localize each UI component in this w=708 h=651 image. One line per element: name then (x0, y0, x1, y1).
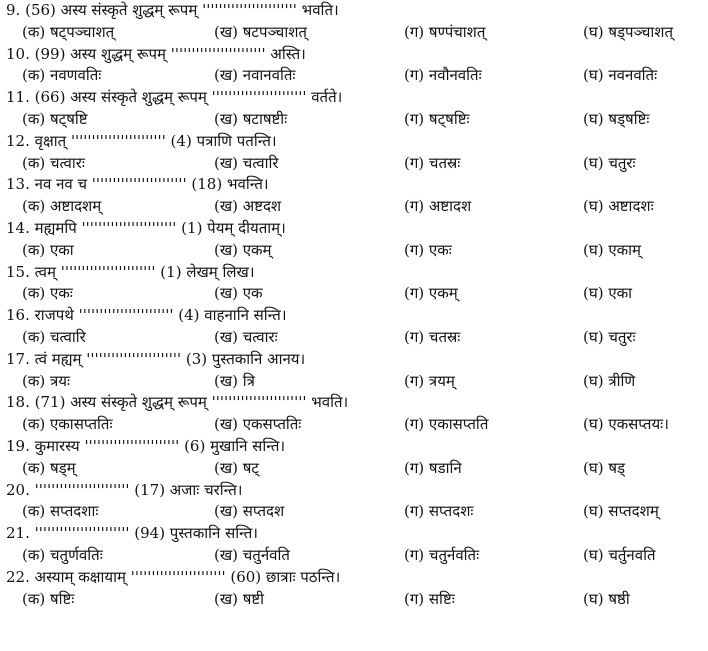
option-4: (घ) एका (583, 284, 633, 303)
option-1: (क) नवणवतिः (22, 66, 102, 85)
question-number: 11. (6, 88, 30, 107)
question-number: 10. (6, 44, 30, 63)
question-text: (99) अस्य शुद्धम् रूपम् ''''''''''''''''''''''' अस्ति। (34, 44, 306, 63)
question-item (0, 131, 708, 175)
option-2: (ख) षटपञ्चाशत् (214, 22, 307, 41)
option-2: (ख) एक (214, 284, 263, 303)
option-1: (क) एका (22, 240, 74, 259)
question-line (0, 392, 708, 414)
option-4: (घ) चतुरः (583, 327, 636, 346)
question-text: त्वम् ''''''''''''''''''''''' (1) लेखम् लिख। (34, 262, 255, 281)
option-1: (क) चत्वारः (22, 153, 85, 172)
question-line (0, 87, 708, 109)
option-2: (ख) षष्टी (214, 589, 265, 608)
option-1: (क) सप्तदशाः (22, 502, 99, 521)
option-2: (ख) एकम् (214, 240, 272, 259)
option-1: (क) अष्टादशम् (22, 197, 102, 216)
question-item (0, 349, 708, 393)
question-number: 15. (6, 262, 30, 281)
question-item (0, 87, 708, 131)
option-3: (ग) चतस्रः (404, 327, 461, 346)
option-2: (ख) चतुर्नवति (214, 545, 290, 564)
option-3: (ग) एकासप्तति (404, 415, 489, 434)
question-text: मह्यमपि ''''''''''''''''''''''' (1) पेयम् दीयताम्। (34, 218, 286, 237)
question-text: ''''''''''''''''''''''' (17) अजाः चरन्ति। (34, 480, 243, 499)
option-3: (ग) षट्षष्टिः (404, 109, 470, 128)
option-3: (ग) त्रयम् (404, 371, 455, 390)
option-4: (घ) एकसप्तयः। (583, 415, 669, 434)
question-item (0, 0, 708, 44)
question-line (0, 349, 708, 371)
question-item (0, 523, 708, 567)
question-item (0, 436, 708, 480)
question-line (0, 480, 708, 502)
question-item (0, 262, 708, 306)
question-line (0, 567, 708, 589)
question-line (0, 174, 708, 196)
option-2: (ख) षट् (214, 458, 259, 477)
option-2: (ख) त्रि (214, 371, 255, 390)
options-row (0, 501, 708, 523)
question-text: ''''''''''''''''''''''' (94) पुस्तकानि सन्ति। (34, 524, 258, 543)
option-4: (घ) षड् (583, 458, 626, 477)
question-item (0, 218, 708, 262)
question-item (0, 174, 708, 218)
question-text: त्वं मह्यम् ''''''''''''''''''''''' (3) पुस्तकानि आनय। (34, 349, 306, 368)
question-text: (66) अस्य संस्कृते शुद्धम् रूपम् ''''''''''''''''''''''' वर्तते। (34, 88, 343, 107)
question-item (0, 567, 708, 611)
question-text: कुमारस्य ''''''''''''''''''''''' (6) मुखानि सन्ति। (34, 436, 286, 455)
option-3: (ग) सष्टिः (404, 589, 455, 608)
question-line (0, 523, 708, 545)
option-1: (क) त्रयः (22, 371, 71, 390)
question-line (0, 436, 708, 458)
option-3: (ग) चतुर्नवतिः (404, 545, 480, 564)
option-2: (ख) चत्वारि (214, 153, 279, 172)
question-number: 21. (6, 524, 30, 543)
question-number: 16. (6, 306, 30, 325)
question-number: 14. (6, 218, 30, 237)
options-row (0, 240, 708, 262)
question-line (0, 218, 708, 240)
option-3: (ग) चतस्रः (404, 153, 461, 172)
option-4: (घ) षड्षष्टिः (583, 109, 650, 128)
option-1: (क) एकः (22, 284, 73, 303)
option-3: (ग) सप्तदशः (404, 502, 474, 521)
question-item (0, 44, 708, 88)
options-row (0, 545, 708, 567)
question-text: (71) अस्य संस्कृते शुद्धम् रूपम् ''''''''''''''''''''''' भवति। (34, 393, 349, 412)
option-3: (ग) अष्टादश (404, 197, 472, 216)
option-1: (क) चतुर्णवतिः (22, 545, 103, 564)
option-2: (ख) सप्तदश (214, 502, 285, 521)
option-4: (घ) एकाम् (583, 240, 642, 259)
option-2: (ख) अष्टदश (214, 197, 282, 216)
options-row (0, 109, 708, 131)
question-line (0, 305, 708, 327)
option-1: (क) षष्टिः (22, 589, 75, 608)
question-number: 9. (6, 1, 21, 19)
question-number: 13. (6, 175, 30, 194)
options-row (0, 283, 708, 305)
question-number: 17. (6, 349, 30, 368)
option-4: (घ) अष्टादशः (583, 197, 654, 216)
option-4: (घ) षष्ठी (583, 589, 630, 608)
options-row (0, 22, 708, 44)
option-3: (ग) षण्पंचाशत् (404, 22, 486, 41)
question-item (0, 392, 708, 436)
option-1: (क) एकासप्ततिः (22, 415, 113, 434)
question-text: वृक्षात् ''''''''''''''''''''''' (4) पत्राणि पतन्ति। (34, 131, 277, 150)
question-number: 12. (6, 131, 30, 150)
options-row (0, 589, 708, 611)
question-text: राजपथे ''''''''''''''''''''''' (4) वाहनानि सन्ति। (34, 306, 287, 325)
question-text: नव नव च ''''''''''''''''''''''' (18) भवन्ति। (34, 175, 269, 194)
question-text: (56) अस्य संस्कृते शुद्धम् रूपम् ''''''''''''''''''''''' भवति। (25, 1, 339, 19)
question-item (0, 480, 708, 524)
option-1: (क) षड्म् (22, 458, 76, 477)
options-row (0, 196, 708, 218)
options-row (0, 153, 708, 175)
question-number: 19. (6, 436, 30, 455)
option-2: (ख) चत्वारः (214, 327, 278, 346)
option-1: (क) षट्पञ्चाशत् (22, 22, 115, 41)
question-line (0, 44, 708, 66)
options-row (0, 414, 708, 436)
option-2: (ख) एकसप्ततिः (214, 415, 302, 434)
option-1: (क) षट्षष्टि (22, 109, 88, 128)
option-3: (ग) नवौनवतिः (404, 66, 482, 85)
option-4: (घ) चतुरः (583, 153, 636, 172)
option-1: (क) चत्वारि (22, 327, 86, 346)
question-line (0, 131, 708, 153)
options-row (0, 458, 708, 480)
options-row (0, 327, 708, 349)
option-3: (ग) एकः (404, 240, 452, 259)
question-number: 22. (6, 567, 30, 586)
option-4: (घ) षड्पञ्चाशत् (583, 22, 674, 41)
option-2: (ख) नवानवतिः (214, 66, 296, 85)
option-4: (घ) नवनवतिः (583, 66, 658, 85)
option-3: (ग) एकम् (404, 284, 458, 303)
question-line (0, 262, 708, 284)
question-text: अस्याम् कक्षायाम् ''''''''''''''''''''''' (60) छात्राः पठन्ति। (34, 567, 341, 586)
options-row (0, 371, 708, 393)
question-line (0, 0, 708, 22)
question-number: 18. (6, 393, 30, 412)
option-4: (घ) चर्तुनवति (583, 545, 656, 564)
option-3: (ग) षडानि (404, 458, 462, 477)
options-row (0, 65, 708, 87)
option-4: (घ) त्रीणि (583, 371, 636, 390)
question-number: 20. (6, 480, 30, 499)
question-item (0, 305, 708, 349)
option-2: (ख) षटाषष्टीः (214, 109, 288, 128)
option-4: (घ) सप्तदशम् (583, 502, 659, 521)
